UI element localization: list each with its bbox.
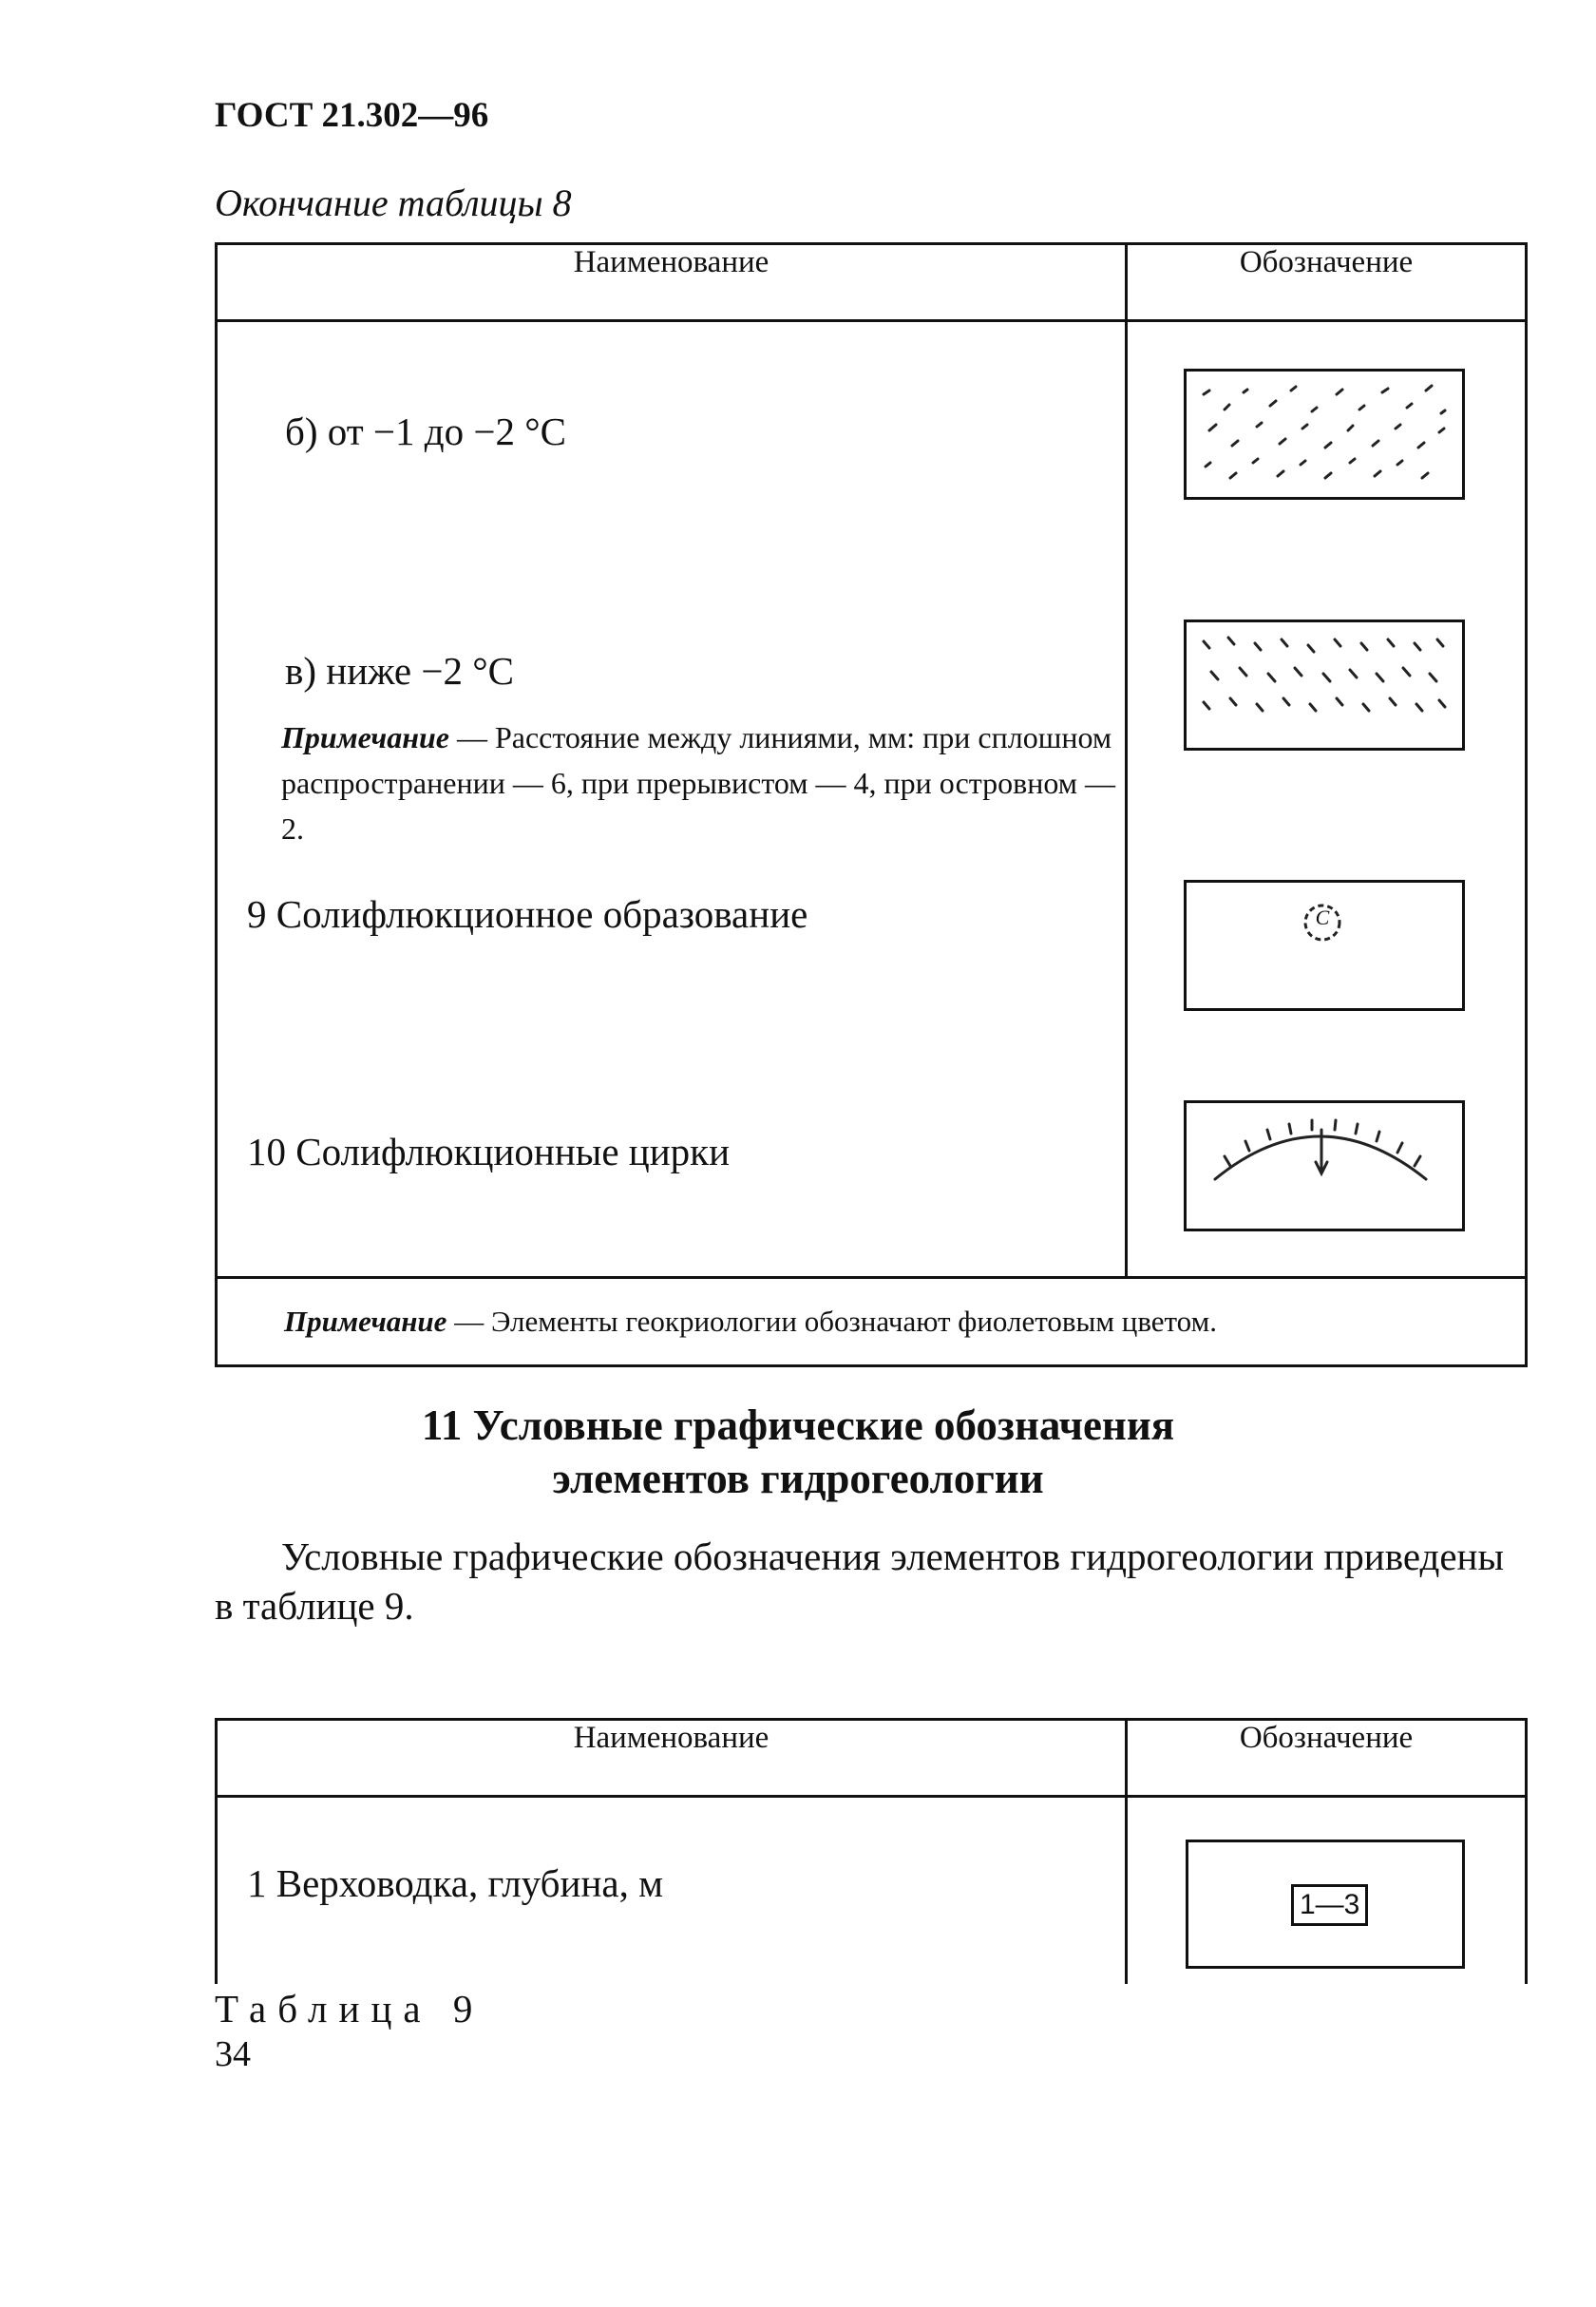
table8-row-text: 10 Солифлюкционные цирки <box>247 1130 731 1173</box>
table8-col-symbol: Обозначение <box>1127 244 1527 321</box>
footer-note-label: Примечание <box>284 1305 447 1338</box>
table9-col-name: Наименование <box>217 1720 1127 1797</box>
table8-caption: Окончание таблицы 8 <box>215 181 572 224</box>
table8-row-note <box>281 715 1127 851</box>
page-number: 34 <box>215 2034 251 2074</box>
dense-hatch-symbol <box>1184 620 1465 751</box>
dash-hatch-icon <box>1187 372 1462 497</box>
table8-row-text: 9 Солифлюкционное образование <box>247 892 808 936</box>
table9-row-text: 1 Верховодка, глубина, м <box>247 1861 664 1905</box>
document-header: ГОСТ 21.302—96 <box>215 96 489 135</box>
table9-caption: Таблица 9 <box>215 1987 484 2031</box>
circle-c-icon <box>1187 883 1462 1008</box>
table8-row-text: б) от −1 до −2 °С <box>285 410 566 453</box>
symbol-letter: С <box>1315 906 1330 929</box>
section-paragraph: Условные графические обозначения элементов гидрогеологии приведены в таблице 9. <box>215 1535 1505 1628</box>
table8-footer-note <box>217 1278 1527 1366</box>
circle-c-symbol <box>1184 880 1465 1011</box>
cirque-arc-icon <box>1187 1103 1462 1229</box>
table9-col-symbol: Обозначение <box>1127 1720 1527 1797</box>
footer-note-text: — Элементы геокриологии обозначают фиолетовым цветом. <box>446 1305 1217 1338</box>
dash-hatch-symbol <box>1184 369 1465 500</box>
section-title-line2: элементов гидрогеологии <box>552 1455 1044 1502</box>
section-title-line1: 11 Условные графические обозначения <box>421 1401 1175 1449</box>
cirque-arc-symbol <box>1184 1100 1465 1231</box>
depth-label: 1—3 <box>1291 1884 1368 1926</box>
dense-hatch-icon <box>1187 622 1462 748</box>
table8-col-name: Наименование <box>217 244 1127 321</box>
row-note-label: Примечание <box>281 720 449 754</box>
row-note-text: — Расстояние между линиями, мм: при сплошном распространении — 6, при прерывистом — 4, при островном — 2. <box>281 720 1116 846</box>
table8-row-text: в) ниже −2 °С <box>285 649 514 693</box>
perched-water-symbol <box>1186 1840 1465 1969</box>
